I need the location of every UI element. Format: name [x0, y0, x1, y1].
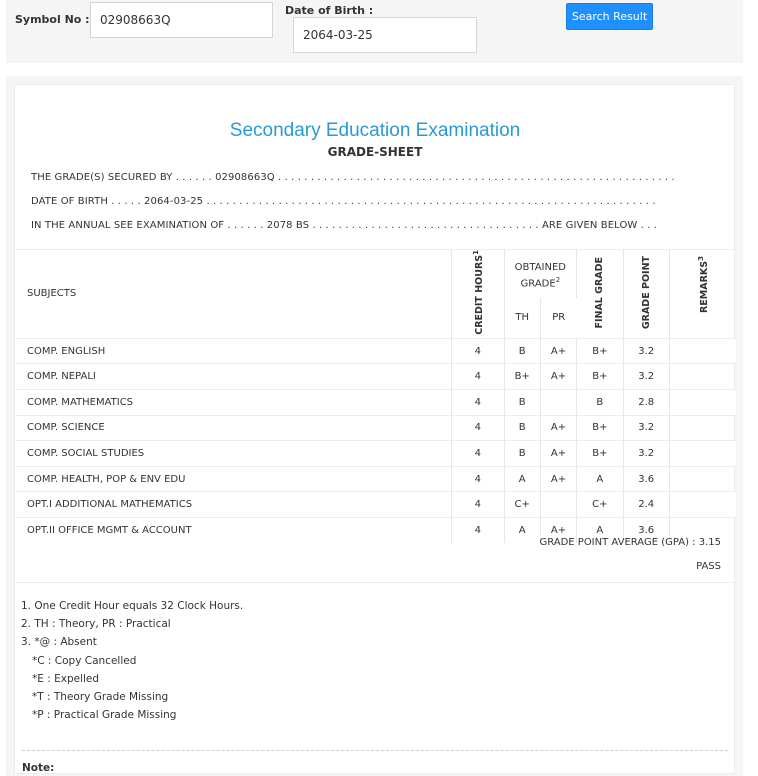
result-status: PASS	[696, 561, 721, 572]
dashed-divider	[22, 750, 728, 751]
table-row	[16, 466, 736, 492]
cell-grade-point: 3.2	[623, 415, 669, 441]
cell-pr-grade	[540, 389, 576, 415]
cell-subject: COMP. NEPALI	[16, 364, 452, 390]
cell-grade-point: 2.8	[623, 389, 669, 415]
dob-prefix: DATE OF BIRTH . . . . .	[31, 196, 141, 207]
cell-credit-hours: 4	[452, 492, 504, 518]
table-row	[16, 441, 736, 467]
header-row	[16, 250, 736, 299]
cell-grade-point: 3.6	[623, 517, 669, 543]
cell-credit-hours: 4	[452, 517, 504, 543]
col-th: TH	[504, 298, 540, 338]
col-credit-hours: CREDIT HOURS$^1$	[452, 250, 504, 339]
cell-final-grade: B+	[577, 364, 623, 390]
dob-suffix: . . . . . . . . . . . . . . . . . . . . . . . . . . . . . . . . . . . . . . . . . . . . . . . . . . . . . . . . . . . . . . . . . . . . .	[206, 196, 656, 207]
cell-credit-hours: 4	[452, 466, 504, 492]
cell-remarks	[669, 492, 736, 518]
col-grade-point: GRADE POINT	[623, 250, 669, 339]
col-remarks: REMARKS$^3$	[669, 250, 736, 339]
cell-final-grade: B+	[577, 441, 623, 467]
cell-final-grade: B+	[577, 415, 623, 441]
cell-th-grade: B	[504, 338, 540, 364]
symbol-no-input[interactable]: 02908663Q	[90, 2, 273, 38]
gpa-label: GRADE POINT AVERAGE (GPA) :	[539, 537, 696, 548]
footnotes	[21, 597, 243, 724]
cell-pr-grade: A+	[540, 517, 576, 543]
cell-credit-hours: 4	[452, 338, 504, 364]
cell-final-grade: C+	[577, 492, 623, 518]
grade-sheet-title: GRADE-SHEET	[327, 145, 423, 159]
table-row	[16, 338, 736, 364]
cell-th-grade: A	[504, 466, 540, 492]
search-result-button[interactable]: Search Result	[566, 3, 653, 30]
table-row	[16, 492, 736, 518]
exam-suffix: . . . . . . . . . . . . . . . . . . . . . . . . . . . . . . . . . . . ARE GIVEN BELOW . . .	[312, 220, 658, 231]
table-row	[16, 415, 736, 441]
symbol-no-label: Symbol No :	[15, 13, 90, 26]
cell-pr-grade: A+	[540, 441, 576, 467]
cell-th-grade: B	[504, 415, 540, 441]
cell-subject: OPT.I ADDITIONAL MATHEMATICS	[16, 492, 452, 518]
footnote-3-expelled: *E : Expelled	[32, 672, 100, 685]
cell-pr-grade: A+	[540, 466, 576, 492]
gpa-value: 3.15	[698, 537, 721, 548]
cell-pr-grade: A+	[540, 364, 576, 390]
footnote-3-theory-missing: *T : Theory Grade Missing	[32, 691, 169, 704]
dob-value: 2064-03-25	[144, 196, 204, 207]
secured-by-suffix: . . . . . . . . . . . . . . . . . . . . . . . . . . . . . . . . . . . . . . . . . . . . . . . . . . . . . . . . . . . . .	[278, 172, 675, 183]
cell-credit-hours: 4	[452, 389, 504, 415]
footnote-2: 2. TH : Theory, PR : Practical	[21, 618, 171, 631]
cell-grade-point: 3.2	[623, 364, 669, 390]
secured-by-line	[31, 172, 675, 183]
cell-remarks	[669, 364, 736, 390]
notes-divider	[16, 582, 736, 583]
cell-grade-point: 2.4	[623, 492, 669, 518]
dob-input[interactable]: 2064-03-25	[293, 17, 477, 53]
cell-pr-grade	[540, 492, 576, 518]
cell-final-grade: A	[577, 517, 623, 543]
cell-grade-point: 3.6	[623, 466, 669, 492]
footnote-3-practical-missing: *P : Practical Grade Missing	[32, 709, 177, 722]
col-subjects: SUBJECTS	[16, 250, 452, 339]
dob-line	[31, 196, 656, 207]
secured-by-prefix: THE GRADE(S) SECURED BY . . . . . .	[31, 172, 212, 183]
exam-line	[31, 220, 657, 231]
cell-remarks	[669, 338, 736, 364]
cell-remarks	[669, 415, 736, 441]
col-final-grade: FINAL GRADE	[577, 250, 623, 339]
col-pr: PR	[552, 312, 566, 324]
cell-th-grade: B	[504, 389, 540, 415]
cell-th-grade: C+	[504, 492, 540, 518]
cell-th-grade: A	[504, 517, 540, 543]
cell-remarks	[669, 441, 736, 467]
grade-sheet	[14, 84, 735, 774]
cell-subject: COMP. MATHEMATICS	[16, 389, 452, 415]
cell-th-grade: B	[504, 441, 540, 467]
footnote-3: 3. *@ : Absent	[21, 636, 97, 649]
exam-year: 2078 BS	[266, 220, 310, 231]
exam-prefix: IN THE ANNUAL SEE EXAMINATION OF . . . . . .	[31, 220, 264, 231]
grades-table	[16, 249, 736, 543]
cell-subject: COMP. SOCIAL STUDIES	[16, 441, 452, 467]
cell-th-grade: B+	[504, 364, 540, 390]
note-label: Note:	[22, 762, 55, 774]
table-row	[16, 389, 736, 415]
cell-final-grade: B+	[577, 338, 623, 364]
cell-subject: COMP. ENGLISH	[16, 338, 452, 364]
cell-credit-hours: 4	[452, 364, 504, 390]
exam-title: Secondary Education Examination	[229, 120, 521, 141]
cell-subject: COMP. SCIENCE	[16, 415, 452, 441]
footnote-1: 1. One Credit Hour equals 32 Clock Hours.	[21, 600, 244, 612]
cell-remarks	[669, 466, 736, 492]
result-panel	[6, 76, 743, 776]
cell-grade-point: 3.2	[623, 338, 669, 364]
col-obtained-grade: OBTAINED GRADE$^2$	[504, 250, 577, 299]
cell-grade-point: 3.2	[623, 441, 669, 467]
cell-remarks	[669, 389, 736, 415]
cell-subject: COMP. HEALTH, POP & ENV EDU	[16, 466, 452, 492]
footnote-3-copy-cancelled: *C : Copy Cancelled	[32, 654, 137, 667]
gpa-line	[539, 537, 721, 548]
cell-subject: OPT.II OFFICE MGMT & ACCOUNT	[16, 517, 452, 543]
table-row	[16, 364, 736, 390]
cell-credit-hours: 4	[452, 441, 504, 467]
cell-pr-grade: A+	[540, 415, 576, 441]
cell-final-grade: B	[577, 389, 623, 415]
cell-final-grade: A	[577, 466, 623, 492]
secured-symbol-no: 02908663Q	[215, 172, 275, 183]
dob-label: Date of Birth :	[285, 4, 374, 17]
cell-credit-hours: 4	[452, 415, 504, 441]
cell-pr-grade: A+	[540, 338, 576, 364]
